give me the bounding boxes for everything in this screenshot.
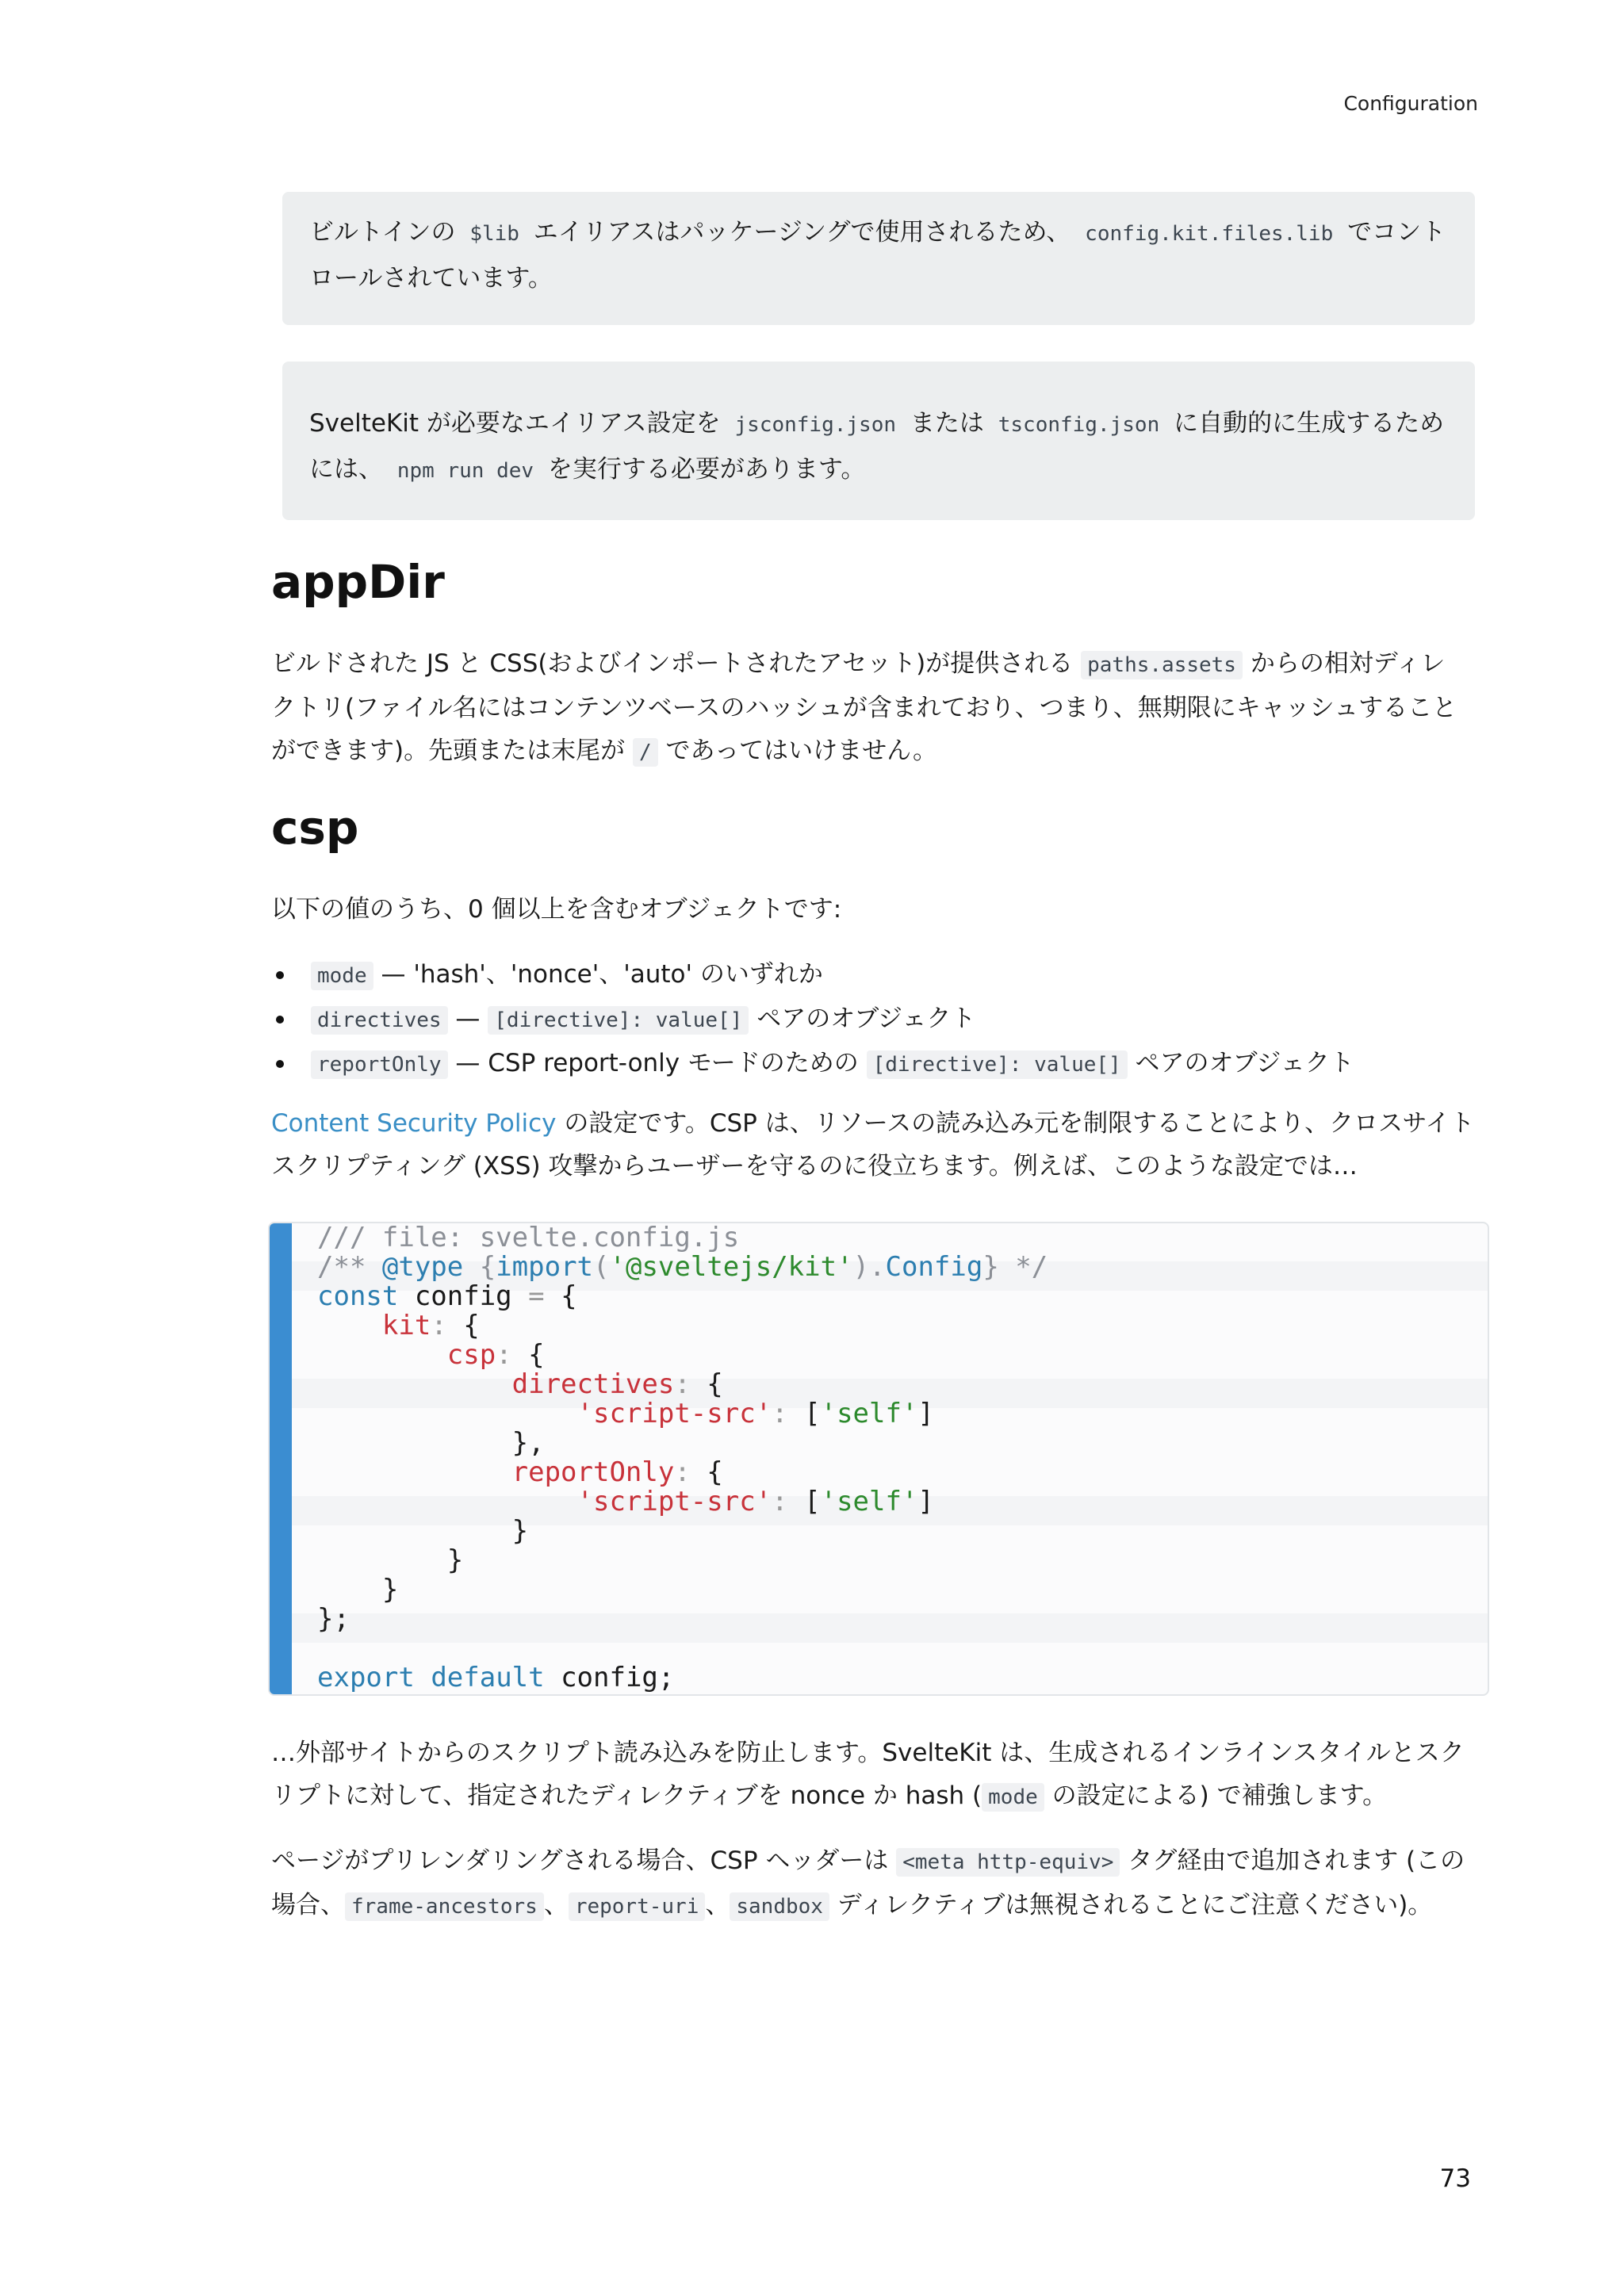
inline-code: <meta http-equiv> — [896, 1848, 1120, 1877]
inline-code: reportOnly — [311, 1050, 448, 1079]
inline-code: $lib — [469, 222, 519, 246]
paragraph-text: 、 — [543, 1891, 569, 1919]
code-content: /// file: svelte.config.js /** @type {import('@sveltejs/kit').Config} */ const config = { kit: { csp: { directives: { 'script-src': ['self'] }, reportOnly: { 'script-src': ['self'] } } } }; export default config; — [317, 1222, 1048, 1693]
csp-intro: 以下の値のうち、0 個以上を含むオブジェクトです: — [271, 895, 842, 924]
inline-code: mode — [982, 1783, 1044, 1812]
note-text: または — [910, 409, 984, 438]
note-box-lib — [282, 192, 1475, 325]
paragraph-text: ディレクティブは無視されることにご注意ください)。 — [837, 1891, 1433, 1919]
inline-code: [directive]: value[] — [488, 1006, 749, 1035]
inline-code: directives — [311, 1006, 448, 1035]
list-item — [271, 1042, 1354, 1086]
paragraph-text: リプトに対して、指定されたディレクティブを nonce か hash ( — [271, 1781, 982, 1810]
inline-code: npm run dev — [396, 459, 534, 483]
csp-after-paragraph — [271, 1732, 1492, 1819]
csp-options-list — [271, 953, 1354, 1086]
paragraph-text: であってはいけません。 — [665, 737, 938, 765]
paragraph-text: の設定による) で補強します。 — [1044, 1781, 1388, 1810]
paragraph-text: …外部サイトからのスクリプト読み込みを防止します。SvelteKit は、生成されるインラインスタイルとスク — [271, 1739, 1465, 1767]
paragraph-text: ができます)。先頭または末尾が — [271, 737, 626, 765]
list-text: — CSP report-only モードのための — [447, 1049, 867, 1077]
paragraph-text: からの相対ディレ — [1250, 649, 1446, 678]
code-accent-bar — [270, 1223, 292, 1694]
list-text: — — [447, 1004, 488, 1033]
paragraph-text: スクリプティング (XSS) 攻撃からユーザーを守るのに役立ちます。例えば、このような設定では… — [271, 1152, 1358, 1181]
note-text: を実行する必要があります。 — [547, 455, 866, 484]
list-text: ペアのオブジェクト — [749, 1004, 976, 1033]
inline-code: tsconfig.json — [998, 413, 1160, 437]
paragraph-text: クトリ(ファイル名にはコンテンツベースのハッシュが含まれており、つまり、無期限にキャッシュすること — [271, 694, 1457, 722]
csp-prerender-paragraph — [271, 1839, 1492, 1928]
inline-code: report-uri — [569, 1892, 706, 1921]
list-item — [271, 997, 1354, 1042]
appdir-paragraph — [271, 642, 1492, 774]
list-item — [271, 953, 1354, 997]
list-text: — 'hash'、'nonce'、'auto' のいずれか — [373, 960, 823, 989]
running-header: Configuration — [1343, 92, 1478, 115]
page-number: 73 — [1439, 2164, 1471, 2193]
inline-code: config.kit.files.lib — [1085, 222, 1334, 246]
inline-code: mode — [311, 962, 373, 990]
note-text: ロールされています。 — [309, 264, 553, 293]
paragraph-text: 、 — [705, 1891, 730, 1919]
inline-code: frame-ancestors — [345, 1892, 544, 1921]
note-text: に自動的に生成するため — [1174, 409, 1445, 438]
paragraph-text: タグ経由で追加されます (この — [1128, 1846, 1465, 1875]
inline-code: paths.assets — [1081, 651, 1243, 679]
code-block — [268, 1222, 1489, 1696]
list-text: ペアのオブジェクト — [1127, 1049, 1354, 1077]
note-text: SvelteKit が必要なエイリアス設定を — [309, 409, 721, 438]
note-text: には、 — [309, 455, 383, 484]
csp-link[interactable]: Content Security Policy — [271, 1109, 557, 1138]
heading-appdir: appDir — [271, 555, 445, 609]
heading-csp: csp — [271, 801, 359, 855]
inline-code: [directive]: value[] — [867, 1050, 1128, 1079]
inline-code: jsconfig.json — [734, 413, 897, 437]
note-text: ビルトインの — [309, 218, 456, 247]
paragraph-text: ビルドされた JS と CSS(およびインポートされたアセット)が提供される — [271, 649, 1074, 678]
paragraph-text: ページがプリレンダリングされる場合、CSP ヘッダーは — [271, 1846, 889, 1875]
inline-code: sandbox — [730, 1892, 829, 1921]
paragraph-text: の設定です。CSP は、リソースの読み込み元を制限することにより、クロスサイト — [556, 1109, 1475, 1138]
paragraph-text: 場合、 — [271, 1891, 345, 1919]
csp-description — [271, 1102, 1492, 1188]
inline-code: / — [633, 738, 658, 767]
note-text: でコント — [1347, 218, 1446, 247]
note-box-alias — [282, 362, 1475, 520]
note-text: エイリアスはパッケージングで使用されるため、 — [533, 218, 1071, 247]
